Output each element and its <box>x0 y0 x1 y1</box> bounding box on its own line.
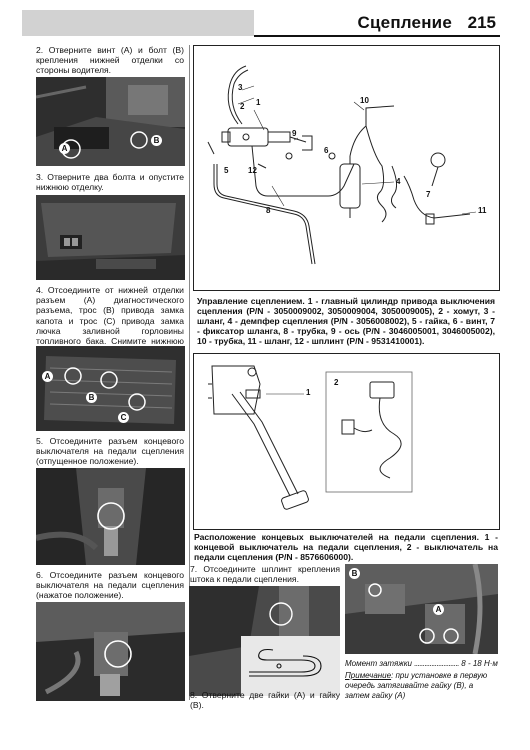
installation-note <box>345 671 498 701</box>
callout-5: 5 <box>224 166 229 175</box>
callout-3: 3 <box>238 83 243 92</box>
callout-10: 10 <box>360 96 369 105</box>
callout-1: 1 <box>306 388 311 397</box>
page-number: 215 <box>467 13 496 32</box>
step-5-text: 5. Отсоедините разъем концевого выключателя на педали сцепления (отпущенное положение). <box>36 436 184 467</box>
label-a-badge: A <box>433 604 444 615</box>
photo-trim-screws <box>36 77 185 166</box>
diagram1-caption: Управление сцеплением. 1 - главный цилиндр привода выключения сцепления (P/N - 3050009002, 3050009004, 3050009005), 2 - хомут, 3 - шланг, 4 - демпфер сцепления (P/N - 3056008002), 5 - гайка, 6 - винт, 7 - фиксатор шланга, 8 - трубка, 9 - ось (P/N - 3046005001, 3046005002), 10 - трубка, 11 - шланг, 12 - шплинт (P/N - 9531410001). <box>197 296 495 346</box>
torque-dots: .......................... <box>414 659 460 668</box>
callout-7: 7 <box>426 190 431 199</box>
photo-cotter-pin <box>189 586 340 696</box>
label-a-badge: A <box>42 371 53 382</box>
pedal-switch-diagram <box>193 353 500 530</box>
torque-label: Момент затяжки <box>345 659 412 668</box>
photo-nuts <box>345 564 498 654</box>
note-label: Примечание <box>345 671 392 680</box>
clutch-control-diagram <box>193 45 500 346</box>
header-bar <box>22 10 254 36</box>
callout-2: 2 <box>240 102 245 111</box>
page-title: Сцепление <box>357 13 452 32</box>
callout-4: 4 <box>396 177 401 186</box>
label-c-badge: C <box>118 412 129 423</box>
callout-1: 1 <box>256 98 261 107</box>
note-text: : при установке в первую очередь затягивайте гайку (B), а затем гайку (A) <box>345 671 488 700</box>
callout-9: 9 <box>292 129 297 138</box>
label-b-badge: B <box>86 392 97 403</box>
torque-value: 8 - 18 Н·м <box>461 659 498 668</box>
callout-12: 12 <box>248 166 257 175</box>
callout-6: 6 <box>324 146 329 155</box>
label-b-badge: B <box>151 135 162 146</box>
header-rule <box>254 35 500 37</box>
callout-2: 2 <box>334 378 339 387</box>
step-3-text: 3. Отверните два болта и опустите нижнюю отделку. <box>36 172 184 193</box>
step-8-text: 8. Отверните две гайки (A) и гайку (B). <box>190 690 340 711</box>
step-7-text: 7. Отсоедините шплинт крепления штока к педали сцепления. <box>190 564 340 585</box>
photo-lower-trim <box>36 195 185 280</box>
callout-11: 11 <box>478 206 487 215</box>
photo-switch-released <box>36 468 185 565</box>
label-b-badge: B <box>349 568 360 579</box>
callout-8: 8 <box>266 206 271 215</box>
photo-switch-pressed <box>36 602 185 701</box>
torque-spec <box>345 659 498 669</box>
diagram2-caption: Расположение концевых выключателей на педали сцепления. 1 - концевой выключатель на педали сцепления, 2 - выключатель на педали сцепления (P/N - 8576606000). <box>194 532 498 562</box>
step-2-text: 2. Отверните винт (A) и болт (B) крепления нижней отделки со стороны водителя. <box>36 45 184 76</box>
step-6-text: 6. Отсоедините разъем концевого выключателя на педали сцепления (нажатое положение). <box>36 570 184 601</box>
photo-connectors <box>36 346 185 431</box>
step-4-text: 4. Отсоедините от нижней отделки разъем (A) диагностического разъема, трос (B) привода замка капота и трос (C) привода замка лючка заливной горловины топливного бака. Снимите нижнюю <box>36 285 184 347</box>
label-a-badge: A <box>59 143 70 154</box>
